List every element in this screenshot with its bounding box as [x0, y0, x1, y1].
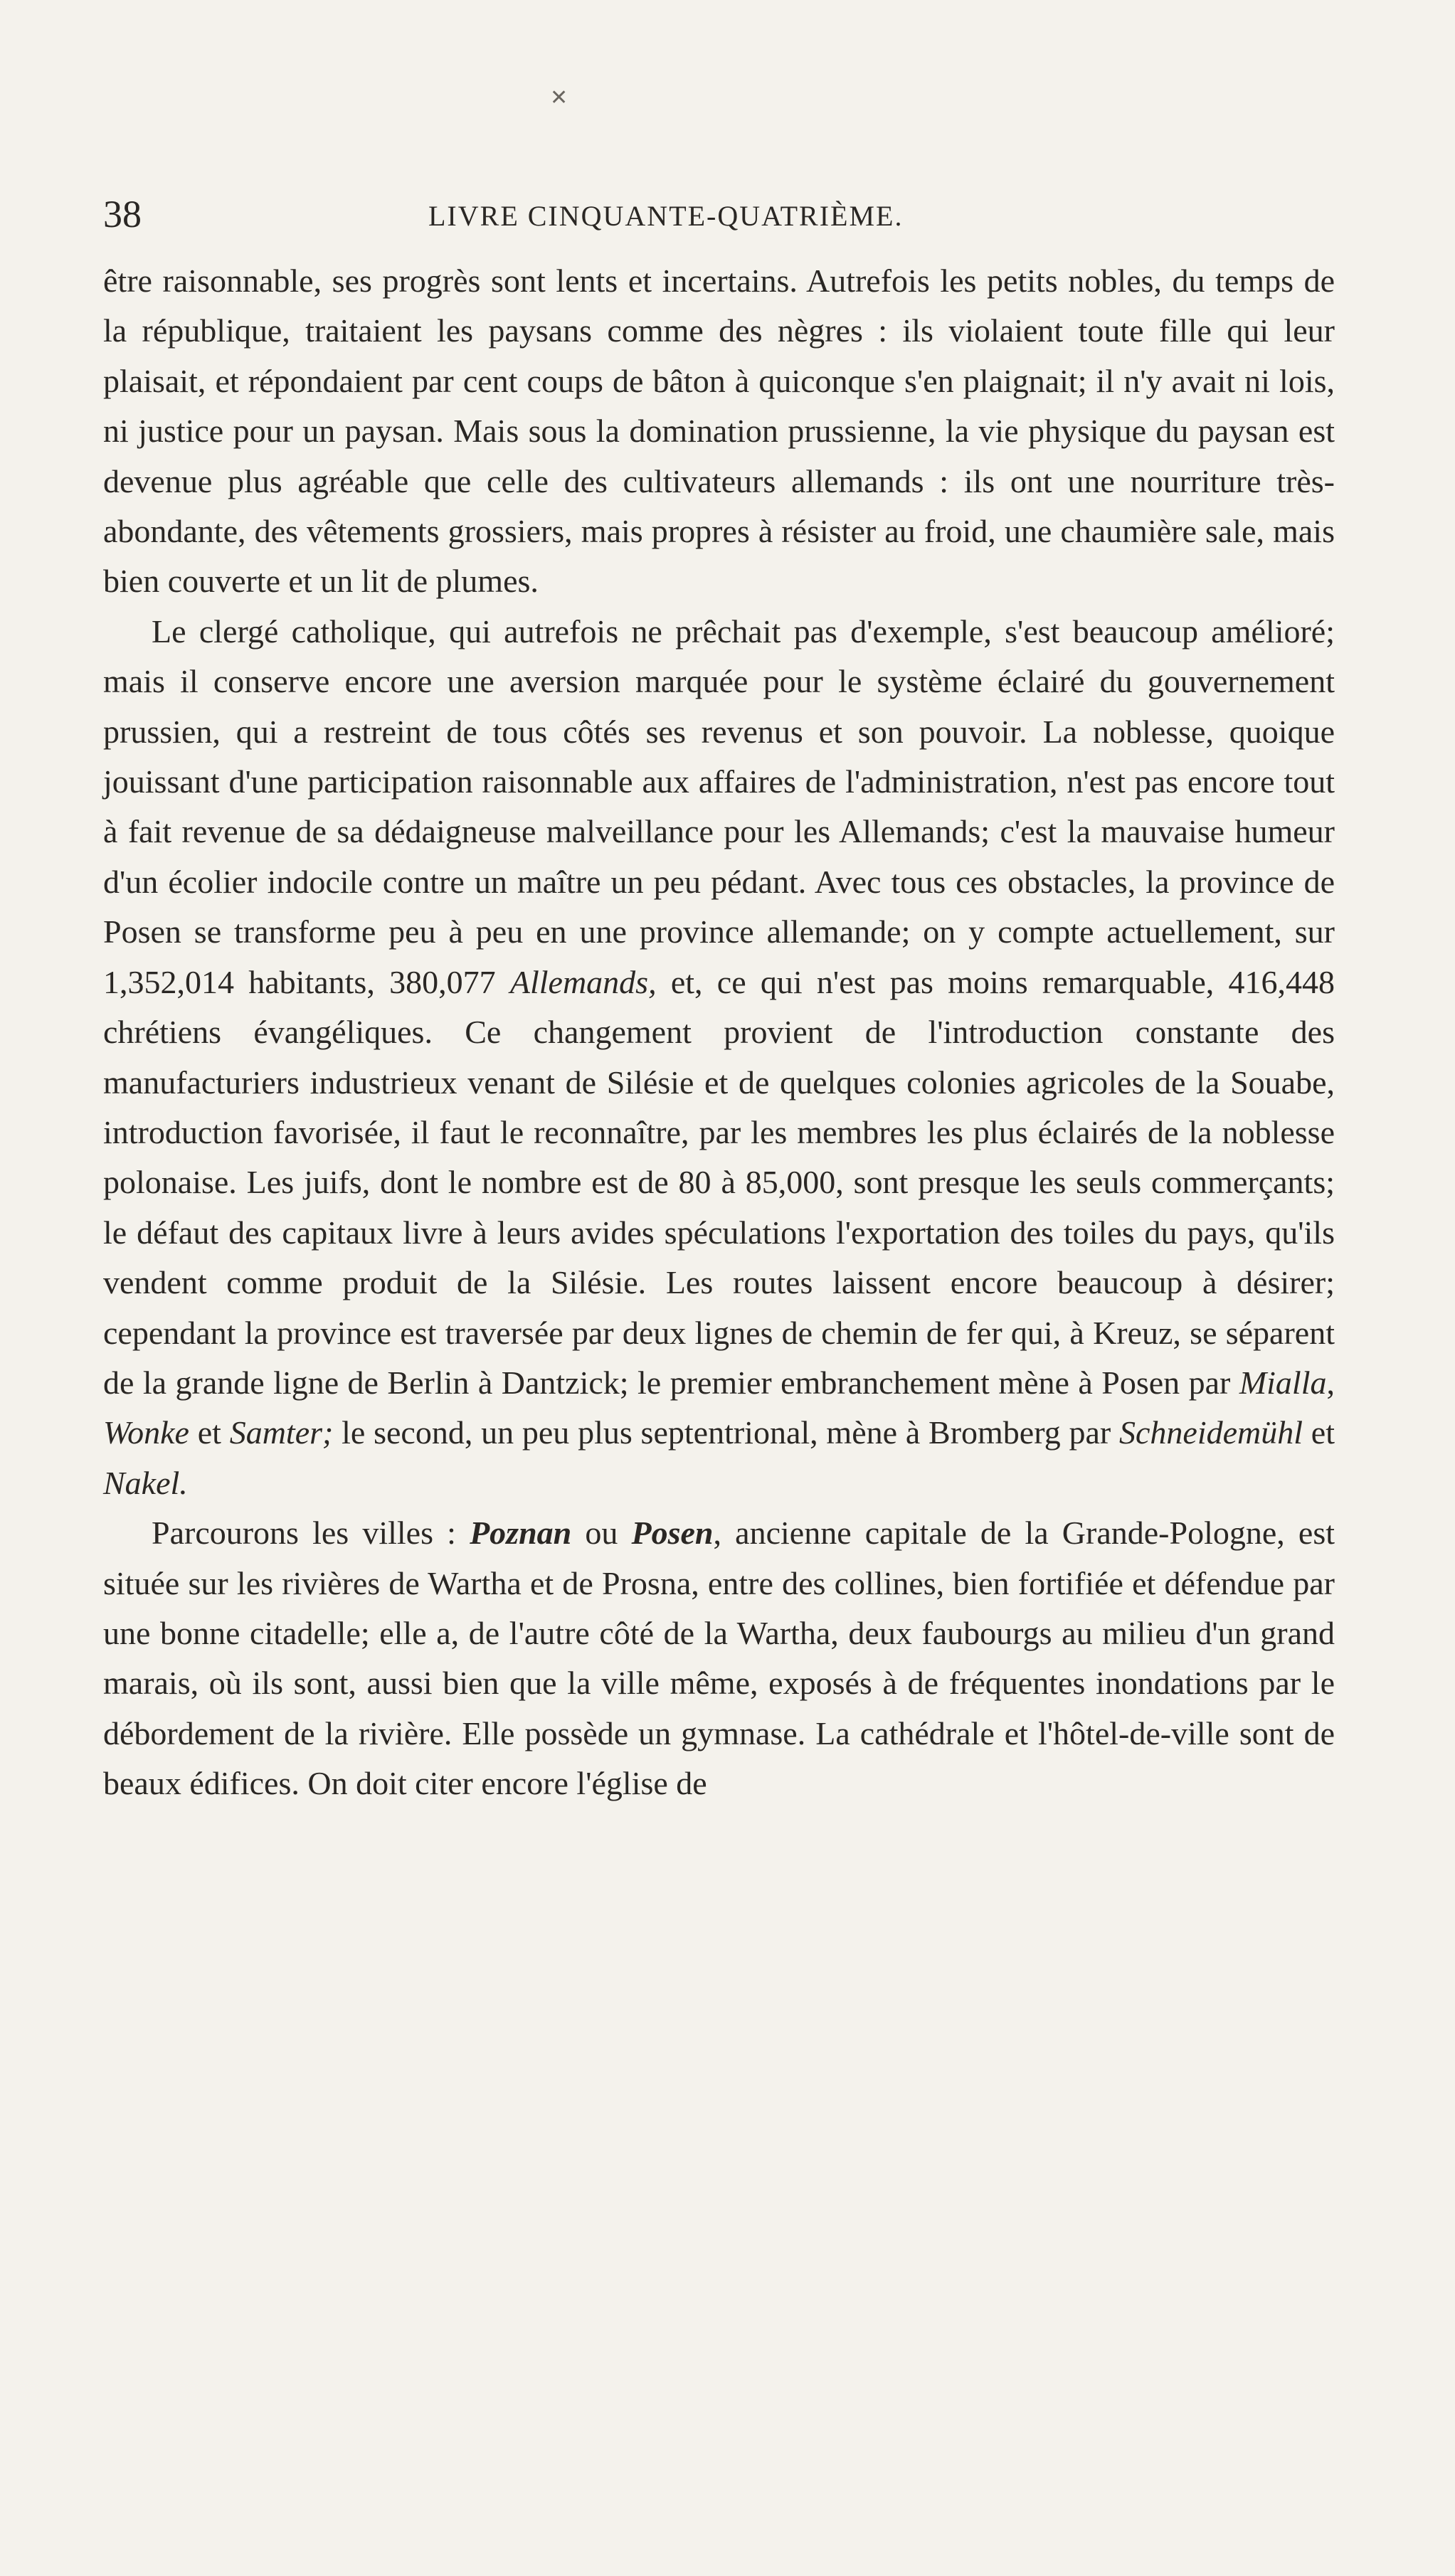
text-run: le second, un peu plus septentrional, mène à Bromberg par — [333, 1414, 1119, 1451]
paragraph-2 — [103, 607, 1335, 1508]
place-name: Samter; — [229, 1414, 334, 1451]
running-title: LIVRE CINQUANTE-QUATRIÈME. — [428, 200, 904, 232]
text-run: et — [1303, 1414, 1335, 1451]
text-run: et — [189, 1414, 230, 1451]
city-name: Posen — [631, 1515, 714, 1552]
place-name: Schneidemühl — [1119, 1414, 1303, 1451]
text-run: , ancienne capitale de la Grande-Pologne, est située sur les rivières de Wartha et de Prosna, entre des collines, bien fortifiée et défendue par une bonne citadelle; elle a, de l'autre côté de la Wartha, deux faubourgs au milieu d'un grand marais, où ils sont, aussi bien que la ville même, exposés à de fréquentes inondations par le débordement de la rivière. Elle possède un gymnase. La cathédrale et l'hôtel-de-ville sont de beaux édifices. On doit citer encore l'église de — [103, 1515, 1335, 1802]
paragraph-3 — [103, 1508, 1335, 1808]
text-run: Parcourons les villes : — [152, 1515, 470, 1552]
text-run: et, ce qui n'est pas moins remarquable, 416,448 chrétiens évangéliques. Ce changement provient de l'introduction constante des manufacturiers industrieux venant de Silésie et de quelques colonies agricoles de la Souabe, introduction favorisée, il faut le reconnaître, par les membres les plus éclairés de la noblesse polonaise. Les juifs, dont le nombre est de 80 à 85,000, sont presque les seuls commerçants; le défaut des capitaux livre à leurs avides spéculations l'exportation des toiles du pays, qu'ils vendent comme produit de la Silésie. Les routes laissent encore beaucoup à désirer; cependant la province est traversée par deux lignes de chemin de fer qui, à Kreuz, se séparent de la grande ligne de Berlin à Dantzick; le premier embranchement mène à Posen par — [103, 963, 1335, 1401]
page-body — [103, 256, 1335, 1809]
page-header — [103, 192, 1355, 242]
place-name: Nakel. — [103, 1464, 188, 1501]
city-name: Poznan — [470, 1515, 572, 1552]
page-number: 38 — [103, 193, 142, 235]
stray-mark: ✕ — [550, 86, 568, 110]
italic-term: Allemands, — [509, 963, 657, 1000]
text-run: ou — [571, 1515, 632, 1552]
text-run: , — [1326, 1364, 1335, 1401]
place-name: Mialla — [1239, 1364, 1327, 1401]
place-name: Wonke — [103, 1414, 189, 1451]
paragraph-1: être raisonnable, ses progrès sont lents et incertains. Autrefois les petits nobles, du temps de la république, traitaient les paysans comme des nègres : ils violaient toute fille qui leur plaisait, et répondaient par cent coups de bâton à quiconque s'en plaignait; il n'y avait ni lois, ni justice pour un paysan. Mais sous la domination prussienne, la vie physique du paysan est devenue plus agréable que celle des cultivateurs allemands : ils ont une nourriture très-abondante, des vêtements grossiers, mais propres à résister au froid, une chaumière sale, mais bien couverte et un lit de plumes. — [103, 263, 1335, 600]
text-run: Le clergé catholique, qui autrefois ne prêchait pas d'exemple, s'est beaucoup amélioré; mais il conserve encore une aversion marquée pour le système éclairé du gouvernement prussien, qui a restreint de tous côtés ses revenus et son pouvoir. La noblesse, quoique jouissant d'une participation raisonnable aux affaires de l'administration, n'est pas encore tout à fait revenue de sa dédaigneuse malveillance pour les Allemands; c'est la mauvaise humeur d'un écolier indocile contre un maître un peu pédant. Avec tous ces obstacles, la province de Posen se transforme peu à peu en une province allemande; on y compte actuellement, sur 1,352,014 habitants, 380,077 — [103, 613, 1335, 1000]
